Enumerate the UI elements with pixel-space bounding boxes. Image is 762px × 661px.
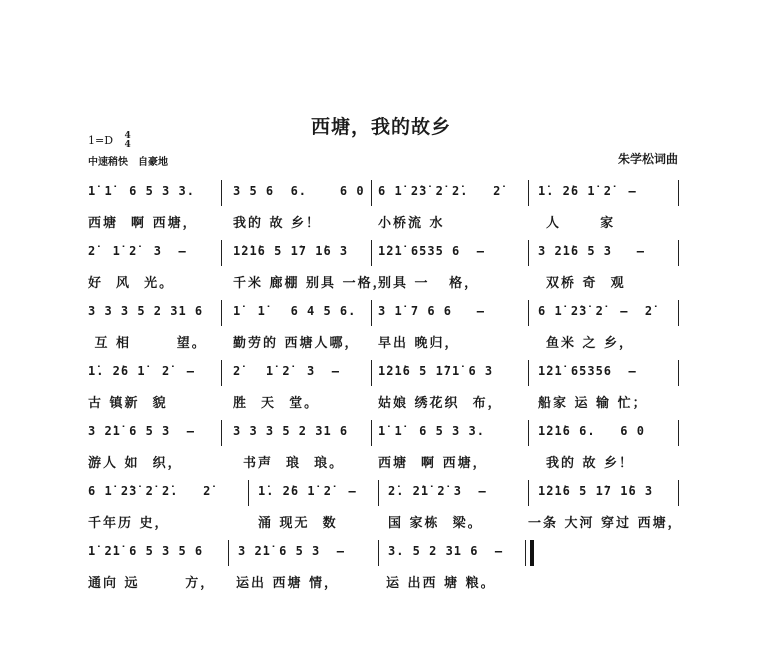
measure: 1̇ 2̇1̇ 6 5 3 5 6 — [88, 544, 204, 558]
measure: 1̇2̇1̇ 6535 6 – — [378, 244, 485, 258]
lyric-phrase: 小桥流 水 — [378, 216, 445, 231]
measure: 3 3 3 5 2 31 6 — [88, 304, 204, 318]
barline — [528, 300, 529, 326]
barline — [371, 240, 372, 266]
lyric-phrase: 勤劳的 西塘人哪， — [233, 336, 360, 351]
measure: 2̇ 1̇ 2̇ 3 – — [233, 364, 340, 378]
barline — [371, 180, 372, 206]
notation-line — [88, 540, 680, 568]
lyric-phrase: 西塘 啊 西塘， — [378, 456, 488, 471]
lyric-phrase: 船家 运 输 忙； — [538, 396, 648, 411]
notation-line — [88, 180, 680, 208]
time-signature — [125, 132, 131, 150]
lyrics-line — [88, 568, 680, 590]
lyric-phrase: 胜 天 堂。 — [233, 396, 320, 411]
score-title: 西塘，我的故乡 — [310, 116, 451, 138]
barline — [221, 240, 222, 266]
lyrics-line — [88, 328, 680, 350]
credits: 朱学松词曲 — [617, 152, 678, 166]
barline — [528, 240, 529, 266]
lyric-phrase: 千米 廊棚 别具 一格， — [233, 276, 388, 291]
lyric-phrase: 涌 现无 数 — [258, 516, 338, 531]
barline — [678, 420, 679, 446]
barline — [248, 480, 249, 506]
barline — [371, 420, 372, 446]
lyric-phrase: 古 镇新 貌 — [88, 396, 168, 411]
barline — [678, 180, 679, 206]
barline — [528, 360, 529, 386]
barline — [678, 480, 679, 506]
barline — [378, 540, 379, 566]
measure: 3 5 6 6. 6 0 — [233, 184, 365, 198]
score-system — [88, 360, 680, 416]
notation-line — [88, 360, 680, 388]
lyric-phrase: 国 家栋 梁。 — [388, 516, 483, 531]
lyric-phrase: 通向 远 方， — [88, 576, 216, 591]
barline — [221, 360, 222, 386]
lyric-phrase: 游人 如 织， — [88, 456, 183, 471]
lyrics-line — [88, 508, 683, 531]
barline — [528, 420, 529, 446]
measure: 1̇ 1̇ 6 5 3 3. — [88, 184, 195, 198]
lyric-phrase: 我的 故 乡！ — [546, 456, 635, 471]
barline — [371, 360, 372, 386]
notation-line — [88, 480, 680, 508]
barline — [528, 480, 529, 506]
lyric-phrase: 好 风 光。 — [88, 276, 175, 291]
lyric-phrase: 西塘 啊 西塘， — [88, 216, 198, 231]
lyric-phrase: 别具 一 格， — [378, 276, 480, 291]
measure: 3 2̇1̇ 6 5 3 – — [238, 544, 345, 558]
lyric-phrase: 互 相 望。 — [88, 336, 207, 351]
score-system — [88, 480, 683, 536]
measure: 6 1̇ 2̇3̇ 2̇ 2̇. 2̇ — [88, 484, 212, 498]
measure: 2̇. 2̇1̇ 2̇ 3 – — [388, 484, 487, 498]
measure: 6 1̇ 2̇3̇ 2̇ 2̇. 2̇ — [378, 184, 502, 198]
barline — [678, 300, 679, 326]
measure: 1̇2̇1̇ 65356 – — [538, 364, 637, 378]
measure: 1̇2̇1̇6 5 1̇7 1̇6 3 — [233, 244, 349, 258]
measure: 1̇2̇1̇6 5 1̇7 1̇6 3 — [538, 484, 654, 498]
measure: 3 1̇ 7 6 6 – — [378, 304, 485, 318]
score-system — [88, 180, 680, 236]
lyric-phrase: 鱼米 之 乡， — [546, 336, 635, 351]
lyric-phrase: 运 出西 塘 粮。 — [386, 576, 496, 591]
barline — [378, 480, 379, 506]
notation-line — [88, 300, 680, 328]
barline — [221, 420, 222, 446]
measure: 1̇ 1̇ 6 4 5 6. — [233, 304, 357, 318]
lyrics-line — [88, 448, 680, 470]
measure: 3. 5 2 31 6 – — [388, 544, 504, 558]
lyric-phrase: 书声 琅 琅。 — [243, 456, 345, 471]
barline — [528, 180, 529, 206]
barline — [678, 360, 679, 386]
measure: 1̇. 2̇6 1̇ 2̇ – — [258, 484, 357, 498]
barline — [221, 300, 222, 326]
lyric-phrase: 姑娘 绣花织 布， — [378, 396, 503, 411]
lyric-phrase: 千年历 史， — [88, 516, 170, 531]
time-signature-bottom: 4 — [124, 140, 131, 150]
key-signature: 1=D — [88, 134, 114, 147]
measure: 1̇. 2̇6 1̇ 2̇ – — [88, 364, 195, 378]
measure: 2̇ 1̇ 2̇ 3 – — [88, 244, 187, 258]
barline — [221, 180, 222, 206]
measure: 6 1̇ 2̇3̇ 2̇ – 2̇ — [538, 304, 654, 318]
time-signature-top: 4 — [124, 131, 131, 141]
lyric-phrase: 双桥 奇 观 — [546, 276, 626, 291]
lyrics-line — [88, 208, 680, 230]
tempo-expression: 中速稍快 自豪地 — [88, 157, 168, 168]
barline — [678, 240, 679, 266]
measure: 1̇2̇1̇6 6. 6 0 — [538, 424, 645, 438]
measure: 1̇2̇1̇6 5 1̇71̇ 6 3 — [378, 364, 494, 378]
lyrics-line — [88, 388, 680, 410]
lyric-phrase: 人 家 — [546, 216, 616, 231]
key-signature-block — [88, 132, 131, 150]
notation-line — [88, 420, 680, 448]
barline — [228, 540, 229, 566]
lyric-phrase: 一条 大河 穿过 西塘， — [528, 516, 683, 531]
notation-line — [88, 240, 680, 268]
lyric-phrase: 我的 故 乡！ — [233, 216, 322, 231]
score-system — [88, 420, 680, 476]
measure: 3 3 3 5 2 31 6 — [233, 424, 349, 438]
measure: 1̇. 2̇6 1̇ 2̇ – — [538, 184, 637, 198]
barline — [371, 300, 372, 326]
measure: 1̇ 1̇ 6 5 3 3. — [378, 424, 485, 438]
score-system — [88, 300, 680, 356]
measure: 3 2̇1̇6 5 3 – — [538, 244, 645, 258]
lyric-phrase: 运出 西塘 情， — [236, 576, 340, 591]
score-system — [88, 540, 680, 596]
score-system — [88, 240, 680, 296]
measure: 3 2̇1̇ 6 5 3 – — [88, 424, 195, 438]
lyric-phrase: 早出 晚归， — [378, 336, 460, 351]
lyrics-line — [88, 268, 680, 290]
final-barline — [530, 540, 534, 566]
